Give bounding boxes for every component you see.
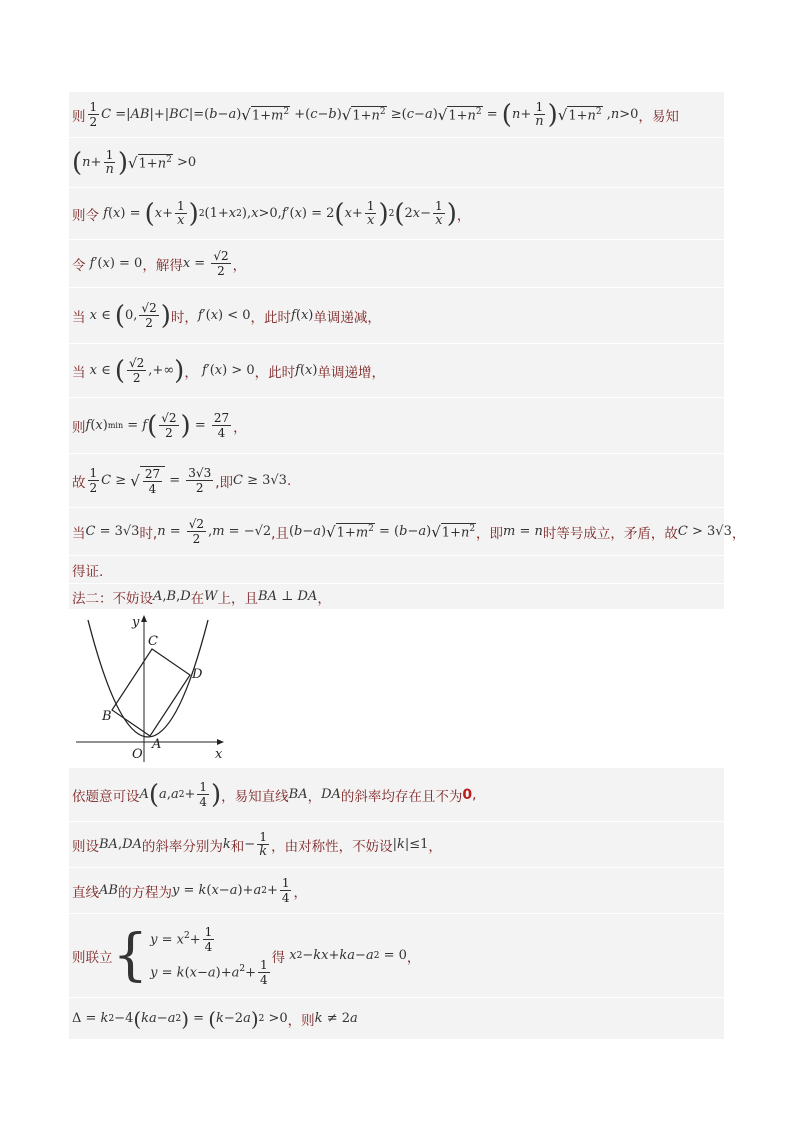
x-arrow — [217, 739, 224, 745]
line-2: ( n + $\frac{1}{n}$ ) √ $1+n^2$ >0 — [69, 138, 724, 188]
label-y: y — [132, 615, 140, 630]
label-origin: O — [132, 747, 143, 762]
line-12: 依题意可设 A ( a , a 2 + $\frac{1}{4}$ ) ，易知直线 BA ， DA 的斜率均存在且不为 0 , — [69, 768, 724, 822]
solution-column — [69, 92, 746, 1040]
line-9: 当 C = 3√3 时, n = $\frac{√2}{2}$ , m = −√2 ,且 ( b − a ) √ $1+m^2$ = ( b − a ) √ $1+n^2$ ，即 m = n 时等号成立，矛盾，故 C > 3√3 ， — [69, 508, 724, 556]
line-4: 令 f ′( x ) = 0 ，解得 x = $\frac{√2}{2}$ ， — [69, 240, 724, 288]
text: 法二：不妨设 — [72, 590, 153, 607]
text: 直线 — [72, 884, 99, 901]
label-d: D — [192, 667, 203, 682]
line-8: 故 $\frac{1}{2}$ C ≥ √ $\frac{27}{4}$ = $\frac{3√3}{2}$ ,即 C ≥ 3√3 . — [69, 454, 724, 508]
text: ， — [307, 788, 322, 805]
text: 和 — [230, 838, 245, 855]
text: ， — [406, 949, 421, 966]
text: 则 — [72, 108, 86, 125]
text: 在 — [190, 590, 205, 607]
equation-system: { $y = x^2+$ $\frac{1}{4}$ $y = k(x-a)+a^2+$ $\frac{1}{4}$ — [112, 922, 268, 988]
text: ，此时 — [250, 309, 292, 326]
text: ，则 — [287, 1012, 315, 1029]
line-7: 则 f ( x ) min = f ( $\frac{√2}{2}$ ) = $\frac{27}{4}$ ， — [69, 398, 724, 454]
parabola-figure — [72, 612, 232, 766]
label-a: A — [152, 737, 162, 752]
line-16: Δ = k 2 −4 ( ka − a 2 ) = ( k −2 a ) 2 >0 ，则 k ≠ 2 a — [69, 998, 724, 1040]
text: ， — [731, 525, 746, 542]
text: 的方程为 — [117, 884, 172, 901]
line-3: 则令 f ( x ) = ( x + $\frac{1}{x}$ ) 2 (1+ x 2 ), x >0, f ′( x ) = 2 ( x + $\frac{1}{x}$ ) 2 ( 2 x − $\frac{1}{x}$ ) ， — [69, 188, 724, 240]
line-1: 则 $\frac{1}{2}$ C =| AB |+| BC |=( b − a ) √ $1+m^2$ +( c − b ) √ $1+n^2$ ≥( c − a ) √ $1+n^2$ = ( n + $\frac{1}{n}$ ) √ $1+n^2$ , n >0 ，易知 — [69, 92, 724, 138]
text: 时等号成立，矛盾，故 — [542, 525, 678, 542]
text: ,即 — [215, 474, 233, 491]
text: . — [286, 472, 292, 489]
text: ， — [184, 364, 198, 381]
text: 单调递减， — [313, 309, 381, 326]
text: 上，且 — [217, 590, 259, 607]
text: 时， — [170, 309, 198, 326]
label-c: C — [148, 634, 158, 649]
text: ， — [232, 257, 247, 274]
text: ，即 — [476, 525, 504, 542]
text: 单调递增， — [317, 364, 385, 381]
label-x: x — [215, 747, 223, 762]
line-10 — [69, 556, 724, 584]
text: ， — [317, 590, 331, 607]
text: 则 — [72, 419, 86, 436]
text: ， — [233, 419, 247, 436]
text: ，由对称性，不妨设 — [271, 838, 393, 855]
text: ，解得 — [142, 257, 183, 274]
text: 得 — [271, 949, 286, 966]
text: 故 — [72, 474, 86, 491]
fraction: $\frac{1}{2}$ — [89, 100, 98, 129]
figure-row — [69, 610, 724, 768]
y-arrow — [141, 615, 147, 622]
line-6: 当 x ∈ ( $\frac{√2}{2}$ ,+∞ ) ， f ′( x ) > 0 ，此时 f ( x ) 单调递增， — [69, 344, 724, 398]
text: ，易知 — [638, 108, 679, 125]
text: 的斜率分别为 — [141, 838, 223, 855]
text: ，此时 — [254, 364, 296, 381]
line-13: 则设 BA , DA 的斜率分别为 k 和 − $\frac{1}{k}$ ，由对称性，不妨设 | k |≤1 ， — [69, 822, 724, 868]
text: ， — [456, 207, 471, 224]
text: 依题意可设 — [72, 788, 140, 805]
text: 得证. — [72, 563, 104, 580]
zero-value: 0 — [462, 786, 473, 803]
text: 时, — [139, 525, 158, 542]
text: 则令 — [72, 207, 99, 224]
text: 的斜率均存在且不为 — [340, 788, 463, 805]
text: ， — [293, 884, 307, 901]
text: 当 — [72, 309, 86, 326]
text: ，易知直线 — [221, 788, 289, 805]
text: ,且 — [271, 525, 289, 542]
text: , — [472, 786, 477, 803]
label-b: B — [102, 709, 112, 724]
square-abcd — [112, 649, 190, 736]
text: 则设 — [72, 838, 99, 855]
text: ， — [428, 838, 442, 855]
text: 当 — [72, 525, 86, 542]
text: 当 — [72, 364, 86, 381]
text: 则联立 — [72, 949, 113, 966]
line-15: 则联立 { $y = x^2+$ $\frac{1}{4}$ $y = k(x-a)+a^2+$ $\frac{1}{4}$ 得 x 2 − kx + ka − a 2 = 0 ， — [69, 914, 724, 998]
line-11: 法二：不妨设 A , B , D 在 W 上，且 BA ⊥ DA ， — [69, 584, 724, 610]
line-5: 当 x ∈ ( 0, $\frac{√2}{2}$ ) 时， f ′( x ) < 0 ，此时 f ( x ) 单调递减， — [69, 288, 724, 344]
text: 令 — [72, 257, 86, 274]
line-14: 直线 AB 的方程为 y = k ( x − a )+ a 2 + $\frac{1}{4}$ ， — [69, 868, 724, 914]
